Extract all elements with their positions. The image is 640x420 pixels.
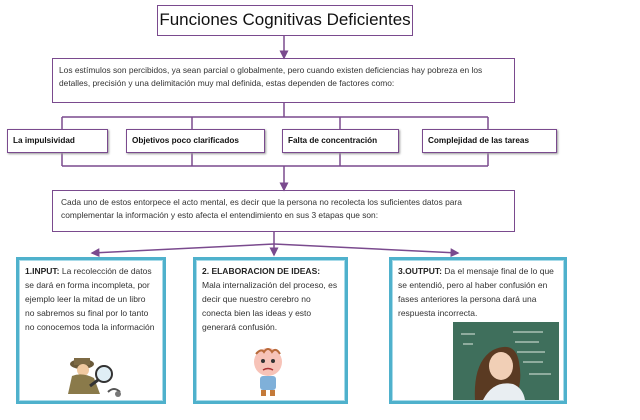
stage-elaboracion-title: 2. ELABORACION DE IDEAS: <box>202 266 321 276</box>
stage-input-text: La recolección de datos se dará en forma incompleta, por ejemplo leer la mitad de un libro no sabremos su final por lo tanto no conocemos toda la información <box>25 266 155 332</box>
stage-input-title: 1.INPUT: <box>25 266 60 276</box>
stage-output-text: Da el mensaje final de lo que se entendió, pero al haber confusión en fases anteriores la persona dará una respuesta incorrecta. <box>398 266 554 318</box>
consequence-box: Cada uno de estos entorpece el acto mental, es decir que la persona no recolecta los suficientes datos para complementar la información y esto afecta el entendimiento en sus 3 etapas que son: <box>52 190 515 232</box>
diagram-title: Funciones Cognitivas Deficientes <box>157 5 413 36</box>
stage-output-title: 3.OUTPUT: <box>398 266 442 276</box>
factor-concentracion: Falta de concentración <box>282 129 399 153</box>
girl-at-chalkboard-icon <box>453 322 559 400</box>
factor-impulsividad: La impulsividad <box>7 129 108 153</box>
factor-objetivos: Objetivos poco clarificados <box>126 129 265 153</box>
stage-elaboracion-text: Mala internalización del proceso, es decir que nuestro cerebro no conecta bien las ideas y esto generará confusión. <box>202 280 338 332</box>
detective-icon <box>60 350 130 400</box>
factor-complejidad: Complejidad de las tareas <box>422 129 557 153</box>
intro-box: Los estímulos son percibidos, ya sean parcial o globalmente, pero cuando existen deficiencias hay pobreza en los detalles, precisión y una delimitación muy mal definida, estas dependen de factores como: <box>52 58 515 103</box>
confused-child-icon <box>246 345 290 397</box>
